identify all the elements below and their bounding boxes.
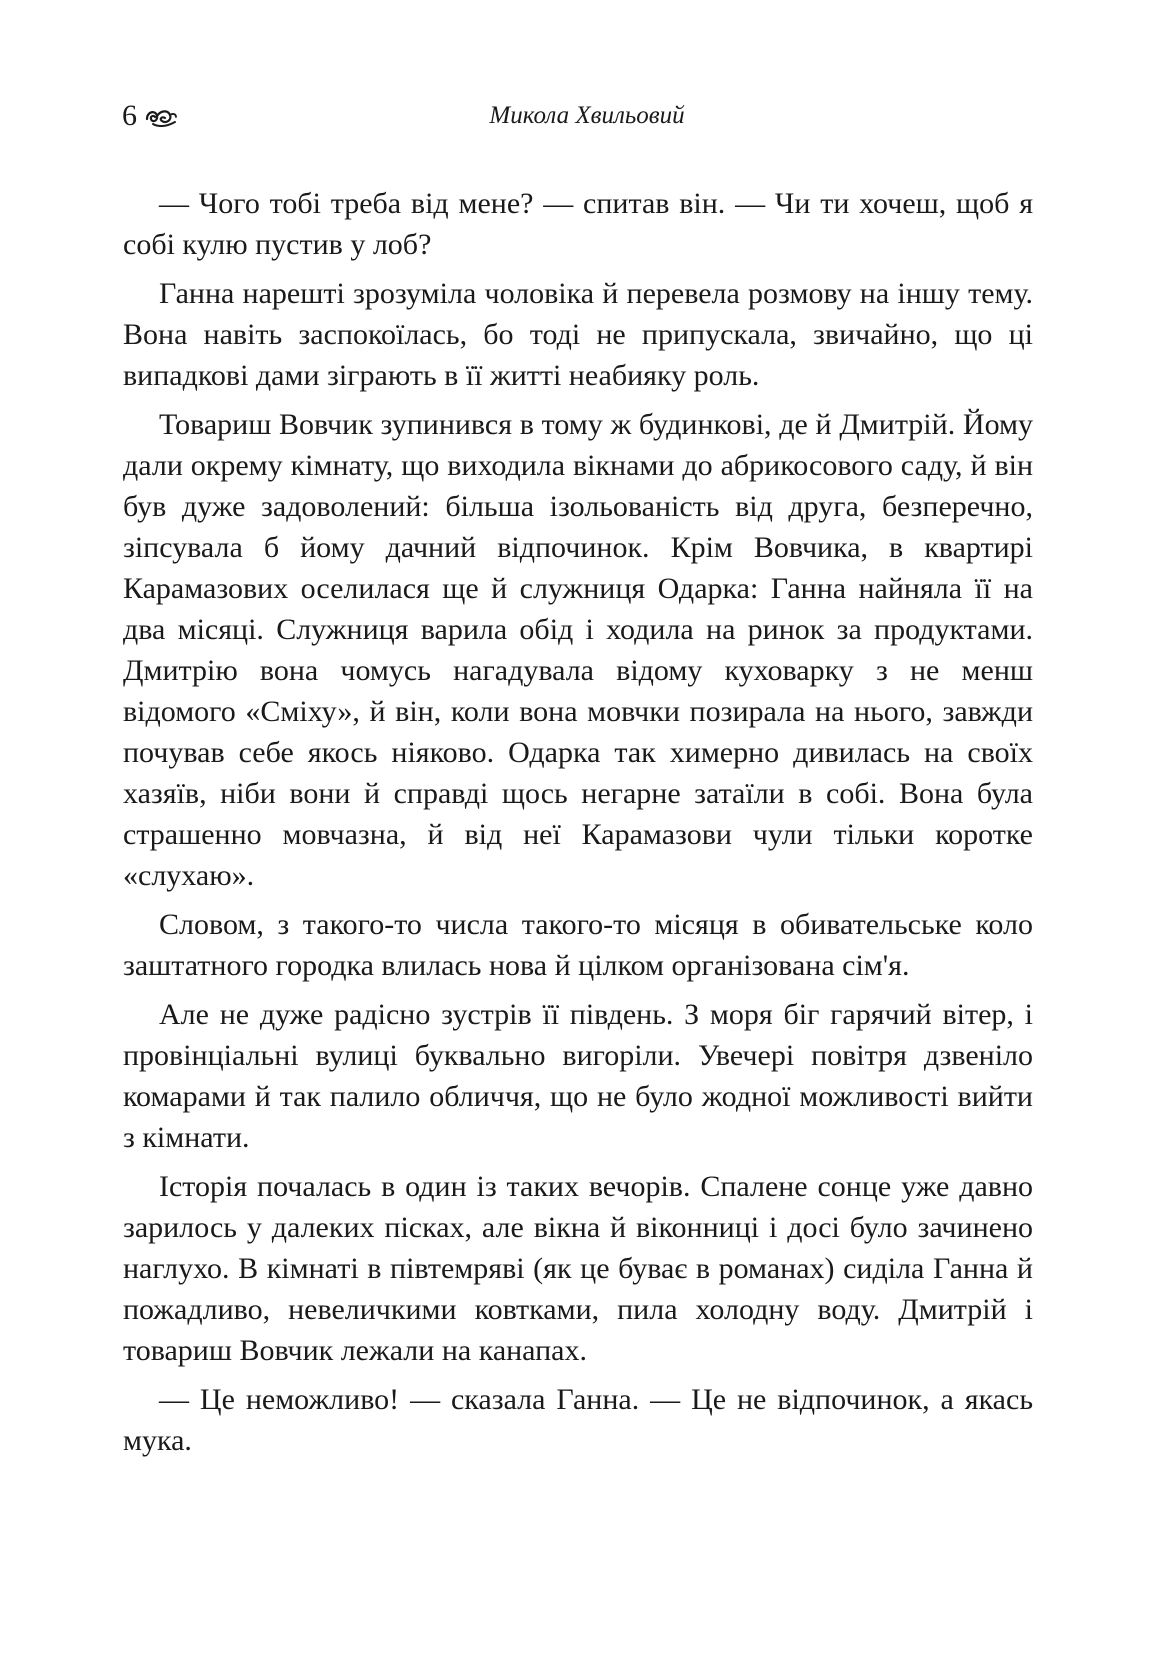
paragraph: Але не дуже радісно зустрів її південь. З моря біг гарячий вітер, і провінціальні вулиці буквально вигоріли. Увечері повітря дзвеніло комарами й так палило обличчя, що не було жодної можливості вийти з кімнати. [123,998,1033,1154]
paragraph: Історія почалась в один із таких вечорів. Спалене сонце уже давно зарилось у далеких пісках, але вікна й віконниці і досі було зачинено наглухо. В кімнаті в півтемряві (як це буває в романах) сиділа Ганна й пожадливо, невеличкими ковтками, пила холодну воду. Дмитрій і товариш Вовчик лежали на канапах. [123,1170,1033,1367]
paragraph: Ганна нарешті зрозуміла чоловіка й перевела розмову на іншу тему. Вона навіть заспокоїлась, бо тоді не припускала, звичайно, що ці випадкові дами зіграють в її житті неабияку роль. [123,277,1033,392]
page-number: 6 [122,99,137,132]
running-head [122,96,1032,136]
paragraph: — Це неможливо! — сказала Ганна. — Це не відпочинок, а якась мука. [123,1383,1033,1457]
body-text [123,183,1033,1461]
paragraph: Товариш Вовчик зупинився в тому ж будинкові, де й Дмитрій. Йому дали окрему кімнату, що виходила вікнами до абрикосового саду, й він був дуже задоволений: більша ізольованість від друга, безперечно, зіпсувала б йому дачний відпочинок. Крім Вовчика, в квартирі Карамазових оселилася ще й служниця Одарка: Ганна найняла її на два місяці. Служниця варила обід і ходила на ринок за продуктами. Дмитрію вона чомусь нагадувала відому куховарку з не менш відомого «Сміху», й він, коли вона мовчки позирала на нього, завжди почував себе якось ніяково. Одарка так химерно дивилась на своїх хазяїв, ніби вони й справді щось негарне затаїли в собі. Вона була страшенно мовчазна, й від неї Карамазови чули тільки коротке «слухаю». [123,408,1033,892]
paragraph: Словом, з такого-то числа такого-то місяця в обивательське коло заштатного городка влилась нова й цілком організована сім'я. [123,908,1033,982]
paragraph: — Чого тобі треба від мене? — спитав він. — Чи ти хочеш, щоб я собі кулю пустив у лоб? [123,187,1033,261]
author-name: Микола Хвильовий [489,102,685,129]
